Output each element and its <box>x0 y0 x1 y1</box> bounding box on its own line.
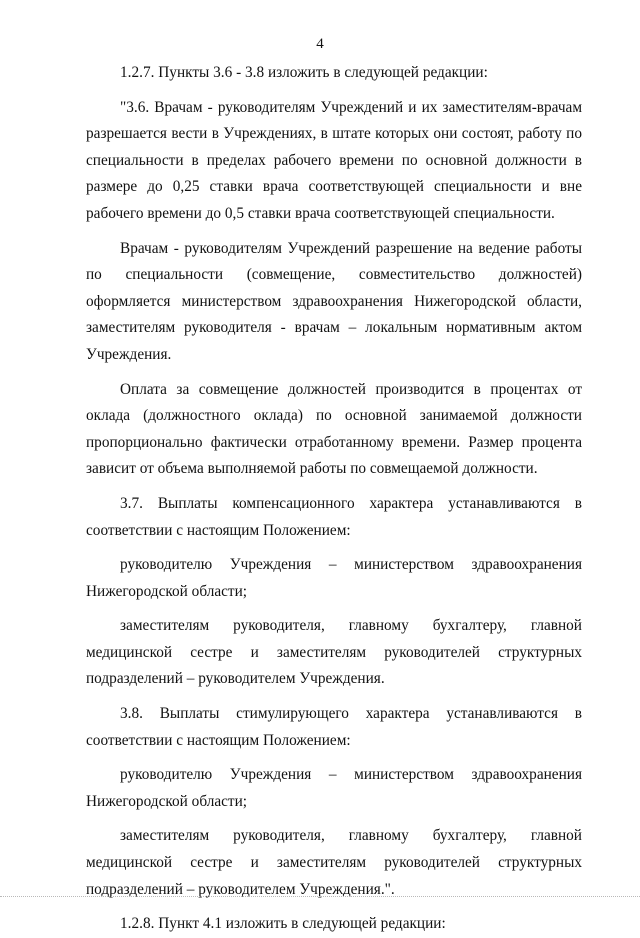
paragraph-3-8-deputies: заместителям руководителя, главному бухгалтеру, главной медицинской сестре и заместителям руководителей структурных подразделений – руководителем Учреждения.". <box>86 827 582 898</box>
paragraph-3-6: "3.6. Врачам - руководителям Учреждений и их заместителям-врачам разрешается вести в Учреждениях, в штате которых они состоят, работу по специальности в пределах рабочего времени по основной должности в размере до 0,25 ставки врача соответствующей специальности и вне рабочего времени до 0,5 ставки врача соответствующей специальности. <box>86 98 582 222</box>
paragraph-permission: Врачам - руководителям Учреждений разрешение на ведение работы по специальности (совмещение, совместительство должностей) оформляется министерством здравоохранения Нижегородской области, заместителям руководителя - врачам – локальным нормативным актом Учреждения. <box>86 239 582 363</box>
document-body <box>86 60 582 938</box>
paragraph-3-7-head: руководителю Учреждения – министерством здравоохранения Нижегородской области; <box>86 556 582 600</box>
paragraph-payment: Оплата за совмещение должностей производится в процентах от оклада (должностного оклада) по основной занимаемой должности пропорционально фактически отработанному времени. Размер процента зависит от объема выполняемой работы по совмещаемой должности. <box>86 380 582 478</box>
paragraph-3-8-head: руководителю Учреждения – министерством здравоохранения Нижегородской области; <box>86 766 582 810</box>
paragraph-1-2-8: 1.2.8. Пункт 4.1 изложить в следующей редакции: <box>120 915 446 933</box>
paragraph-3-7: 3.7. Выплаты компенсационного характера устанавливаются в соответствии с настоящим Положением: <box>86 494 582 539</box>
paragraph-3-8: 3.8. Выплаты стимулирующего характера устанавливаются в соответствии с настоящим Положением: <box>86 705 582 749</box>
paragraph-1-2-7: 1.2.7. Пункты 3.6 - 3.8 изложить в следующей редакции: <box>120 64 488 81</box>
footer-divider <box>0 896 640 897</box>
paragraph-3-7-deputies: заместителям руководителя, главному бухгалтеру, главной медицинской сестре и заместителям руководителей структурных подразделений – руководителем Учреждения. <box>86 617 582 688</box>
page-number: 4 <box>316 36 324 52</box>
